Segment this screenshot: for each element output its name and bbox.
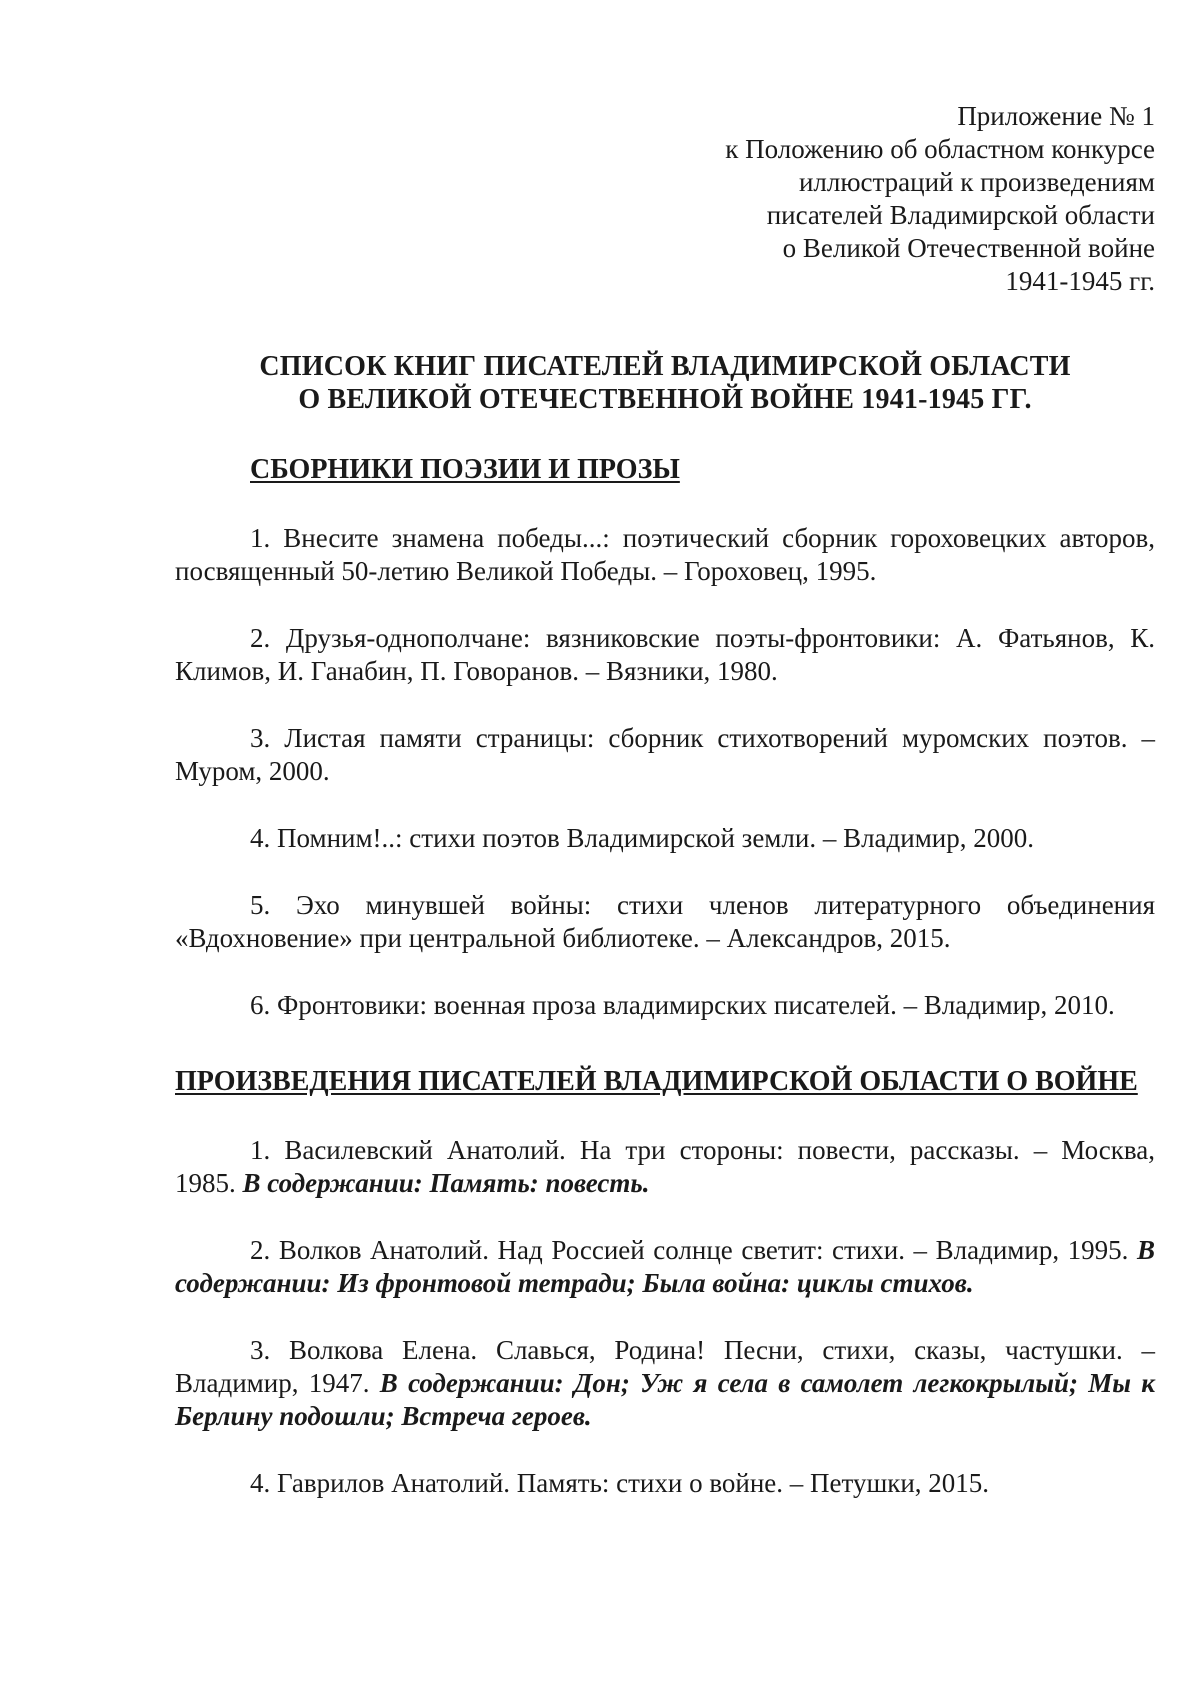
entry-text: 4. Гаврилов Анатолий. Память: стихи о войне. – Петушки, 2015. bbox=[250, 1468, 990, 1498]
appendix-line: иллюстраций к произведениям bbox=[798, 167, 1155, 197]
list-item bbox=[175, 989, 1155, 1022]
entry-text: 4. Помним!..: стихи поэтов Владимирской земли. – Владимир, 2000. bbox=[250, 823, 1035, 853]
appendix-line: о Великой Отечественной войне bbox=[782, 233, 1155, 263]
list-item bbox=[175, 1467, 1155, 1500]
list-item bbox=[175, 622, 1155, 688]
entry-text: 1. Внесите знамена победы...: поэтический сборник гороховецких авторов, посвященный 50-летию Великой Победы. – Гороховец, 1995. bbox=[175, 523, 1155, 586]
entry-text: 3. Листая памяти страницы: сборник стихотворений муромских поэтов. – Муром, 2000. bbox=[175, 723, 1155, 786]
appendix-line: 1941-1945 гг. bbox=[1005, 266, 1155, 296]
entry-text: 1. Василевский Анатолий. На три стороны: повести, рассказы. – Москва, 1985. bbox=[175, 1135, 1155, 1198]
list-item bbox=[175, 1234, 1155, 1300]
entry-contents-note: В содержании: Из фронтовой тетради; Была война: циклы стихов. bbox=[175, 1235, 1155, 1298]
entry-text: 2. Друзья-однополчане: вязниковские поэты-фронтовики: А. Фатьянов, К. Климов, И. Ганабин, П. Говоранов. – Вязники, 1980. bbox=[175, 623, 1155, 686]
list-item bbox=[175, 889, 1155, 955]
list-item bbox=[175, 1334, 1155, 1433]
appendix-line: писателей Владимирской области bbox=[766, 200, 1155, 230]
appendix-line: к Положению об областном конкурсе bbox=[725, 134, 1155, 164]
list-item bbox=[175, 822, 1155, 855]
section-heading-works: ПРОИЗВЕДЕНИЯ ПИСАТЕЛЕЙ ВЛАДИМИРСКОЙ ОБЛАСТИ О ВОЙНЕ bbox=[175, 1066, 1138, 1097]
works-list bbox=[175, 1134, 1155, 1500]
list-item bbox=[175, 1134, 1155, 1200]
document-title bbox=[175, 350, 1155, 416]
appendix-line: Приложение № 1 bbox=[957, 101, 1155, 131]
list-item bbox=[175, 522, 1155, 588]
entry-contents-note: В содержании: Дон; Уж я села в самолет легкокрылый; Мы к Берлину подошли; Встреча героев. bbox=[175, 1368, 1155, 1431]
entry-text: 3. Волкова Елена. Славься, Родина! Песни, стихи, сказы, частушки. – Владимир, 1947. bbox=[175, 1335, 1155, 1398]
collections-list bbox=[175, 522, 1155, 1022]
document-title-line: СПИСОК КНИГ ПИСАТЕЛЕЙ ВЛАДИМИРСКОЙ ОБЛАСТИ bbox=[259, 351, 1071, 382]
entry-text: 6. Фронтовики: военная проза владимирских писателей. – Владимир, 2010. bbox=[250, 990, 1115, 1020]
document-title-line: О ВЕЛИКОЙ ОТЕЧЕСТВЕННОЙ ВОЙНЕ 1941-1945 ГГ. bbox=[298, 384, 1032, 415]
entry-text: 2. Волков Анатолий. Над Россией солнце светит: стихи. – Владимир, 1995. bbox=[250, 1235, 1129, 1265]
appendix-block bbox=[175, 100, 1155, 298]
entry-text: 5. Эхо минувшей войны: стихи членов литературного объединения «Вдохновение» при центральной библиотеке. – Александров, 2015. bbox=[175, 890, 1155, 953]
document-page bbox=[175, 100, 1155, 1534]
list-item bbox=[175, 722, 1155, 788]
entry-contents-note: В содержании: Память: повесть. bbox=[242, 1168, 650, 1198]
section-heading-collections: СБОРНИКИ ПОЭЗИИ И ПРОЗЫ bbox=[250, 454, 680, 485]
